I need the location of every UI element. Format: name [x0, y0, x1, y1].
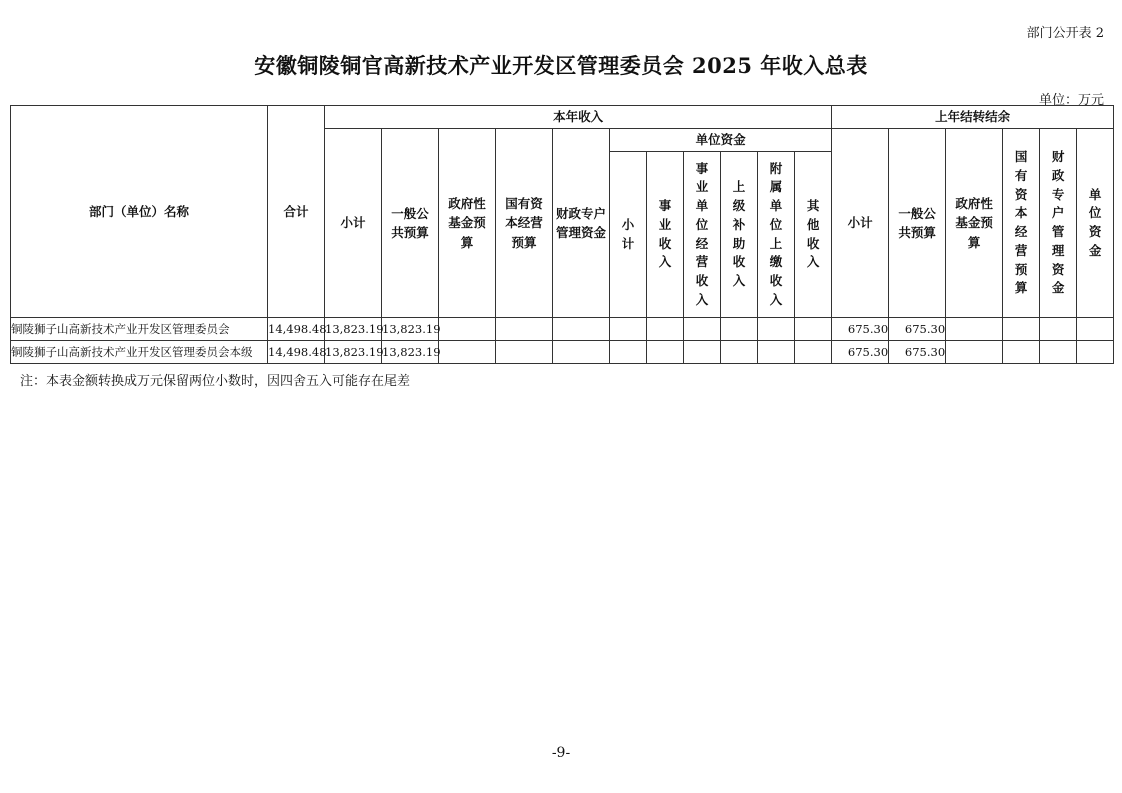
- header-subtotal: 小计: [325, 129, 382, 318]
- footnote: 注：本表金额转换成万元保留两位小数时，因四舍五入可能存在尾差: [20, 374, 411, 389]
- header-dept-name: 部门（单位）名称: [11, 106, 268, 318]
- row-subtotal: 13,823.19: [325, 341, 382, 364]
- row-state-capital: [496, 318, 553, 341]
- header-other-income: 其他收入: [795, 152, 832, 318]
- row-dept-name: 铜陵狮子山高新技术产业开发区管理委员会: [11, 318, 268, 341]
- header-business-income: 事业收入: [647, 152, 684, 318]
- row-general-budget: 13,823.19: [382, 318, 439, 341]
- header-carryover: 上年结转结余: [832, 106, 1114, 129]
- header-co-state-capital: 国有资本经营预算: [1003, 129, 1040, 318]
- row-affiliated-income: [758, 318, 795, 341]
- row-business-income: [647, 318, 684, 341]
- row-superior-subsidy: [721, 318, 758, 341]
- row-general-budget: 13,823.19: [382, 341, 439, 364]
- income-summary-table: [10, 105, 1114, 364]
- row-total: 14,498.48: [268, 341, 325, 364]
- row-co-state-capital: [1003, 318, 1040, 341]
- row-co-gov-fund: [946, 341, 1003, 364]
- header-co-subtotal: 小计: [832, 129, 889, 318]
- row-total: 14,498.48: [268, 318, 325, 341]
- header-gov-fund: 政府性基金预算: [439, 129, 496, 318]
- row-co-general-budget: 675.30: [889, 318, 946, 341]
- row-dept-name: 铜陵狮子山高新技术产业开发区管理委员会本级: [11, 341, 268, 364]
- table-row: [11, 341, 1114, 364]
- unit-label: 单位：万元: [1038, 93, 1104, 108]
- row-co-fiscal-special: [1040, 341, 1077, 364]
- row-other-income: [795, 318, 832, 341]
- row-state-capital: [496, 341, 553, 364]
- header-unit-subtotal: 小计: [610, 152, 647, 318]
- header-superior-subsidy: 上级补助收入: [721, 152, 758, 318]
- row-co-unit-funds: [1077, 318, 1114, 341]
- header-fiscal-special: 财政专户管理资金: [553, 129, 610, 318]
- header-current-year-income: 本年收入: [325, 106, 832, 129]
- row-co-unit-funds: [1077, 341, 1114, 364]
- page-number: -9-: [551, 745, 571, 761]
- header-affiliated-income: 附属单位上缴收入: [758, 152, 795, 318]
- row-gov-fund: [439, 341, 496, 364]
- row-co-gov-fund: [946, 318, 1003, 341]
- header-general-budget: 一般公共预算: [382, 129, 439, 318]
- row-unit-subtotal: [610, 341, 647, 364]
- header-co-unit-funds: 单位资金: [1077, 129, 1114, 318]
- row-fiscal-special: [553, 341, 610, 364]
- row-co-subtotal: 675.30: [832, 341, 889, 364]
- row-co-state-capital: [1003, 341, 1040, 364]
- row-unit-subtotal: [610, 318, 647, 341]
- header-operating-income: 事业单位经营收入: [684, 152, 721, 318]
- row-gov-fund: [439, 318, 496, 341]
- header-total: 合计: [268, 106, 325, 318]
- row-operating-income: [684, 341, 721, 364]
- header-co-fiscal-special: 财政专户管理资金: [1040, 129, 1077, 318]
- header-unit-funds: 单位资金: [610, 129, 832, 152]
- row-co-general-budget: 675.30: [889, 341, 946, 364]
- row-co-fiscal-special: [1040, 318, 1077, 341]
- row-superior-subsidy: [721, 341, 758, 364]
- header-state-capital: 国有资本经营预算: [496, 129, 553, 318]
- header-co-gov-fund: 政府性基金预算: [946, 129, 1003, 318]
- table-row: [11, 318, 1114, 341]
- row-affiliated-income: [758, 341, 795, 364]
- row-co-subtotal: 675.30: [832, 318, 889, 341]
- page-title: 安徽铜陵铜官高新技术产业开发区管理委员会 2025 年收入总表: [254, 53, 868, 78]
- row-business-income: [647, 341, 684, 364]
- row-fiscal-special: [553, 318, 610, 341]
- row-other-income: [795, 341, 832, 364]
- table-number-label: 部门公开表 2: [1026, 26, 1104, 41]
- row-subtotal: 13,823.19: [325, 318, 382, 341]
- row-operating-income: [684, 318, 721, 341]
- header-co-general-budget: 一般公共预算: [889, 129, 946, 318]
